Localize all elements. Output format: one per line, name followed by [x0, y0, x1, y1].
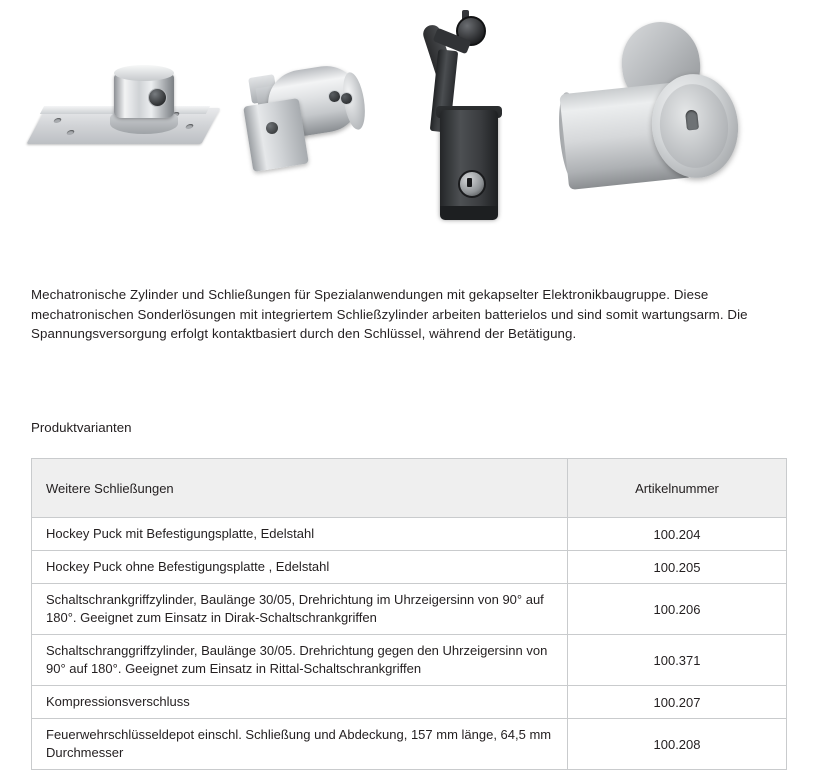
puck-top-shape — [114, 65, 174, 81]
handle-face-bottom — [440, 206, 498, 220]
product-image-switch-cabinet-handle-cylinder — [414, 10, 524, 230]
table-row — [32, 635, 787, 686]
column-header-article-number: Artikelnummer — [568, 459, 787, 518]
cell-article-number: 100.205 — [568, 551, 787, 584]
table-row — [32, 518, 787, 551]
depot-keyhole-icon — [685, 109, 699, 130]
cell-description: Schaltschranggriffzylinder, Baulänge 30/05. Drehrichtung gegen den Uhrzeigersinn von 90° auf 180°. Geeignet zum Einsatz in Rittal-Schaltschrankgriffen — [32, 635, 568, 686]
cell-article-number: 100.371 — [568, 635, 787, 686]
table-row — [32, 719, 787, 770]
table-head — [32, 459, 787, 518]
cylinder-housing-shape — [243, 98, 309, 172]
product-image-fire-brigade-key-depot — [560, 22, 760, 232]
cell-description: Hockey Puck mit Befestigungsplatte, Edelstahl — [32, 518, 568, 551]
cell-article-number: 100.206 — [568, 584, 787, 635]
intro-paragraph: Mechatronische Zylinder und Schließungen für Spezialanwendungen mit gekapselter Elektronikbaugruppe. Diese mechatronischen Sonderlösungen mit integriertem Schließzylinder arbeiten batterielos und sind somit wartungsarm. Die Spannungsversorgung erfolgt kontaktbasiert durch den Schlüssel, während der Betätigung. — [31, 287, 748, 342]
handle-face-plate — [440, 110, 498, 218]
cell-description: Kompressionsverschluss — [32, 686, 568, 719]
handle-lock-cylinder-icon — [458, 170, 486, 198]
cell-description: Feuerwehrschlüsseldepot einschl. Schließung und Abdeckung, 157 mm länge, 64,5 mm Durchmesser — [32, 719, 568, 770]
section-title-produktvarianten: Produktvarianten — [31, 420, 132, 435]
product-image-hockey-puck-with-mounting-plate — [36, 60, 216, 150]
table-header-row — [32, 459, 787, 518]
product-image-euro-profile-cylinder — [248, 50, 383, 175]
cell-article-number: 100.207 — [568, 686, 787, 719]
table-row — [32, 551, 787, 584]
table-body — [32, 518, 787, 770]
column-header-description: Weitere Schließungen — [32, 459, 568, 518]
product-variants-table — [31, 458, 787, 770]
product-variants-table-wrapper — [31, 458, 787, 770]
product-image-strip — [0, 0, 819, 250]
cell-description: Hockey Puck ohne Befestigungsplatte , Edelstahl — [32, 551, 568, 584]
cell-article-number: 100.204 — [568, 518, 787, 551]
handle-lock-slot — [467, 178, 472, 187]
cell-article-number: 100.208 — [568, 719, 787, 770]
table-row — [32, 584, 787, 635]
puck-keyhole-icon — [148, 88, 167, 107]
table-row — [32, 686, 787, 719]
cell-description: Schaltschrankgriffzylinder, Baulänge 30/05, Drehrichtung im Uhrzeigersinn von 90° auf 180°. Geeignet zum Einsatz in Dirak-Schaltschrankgriffen — [32, 584, 568, 635]
